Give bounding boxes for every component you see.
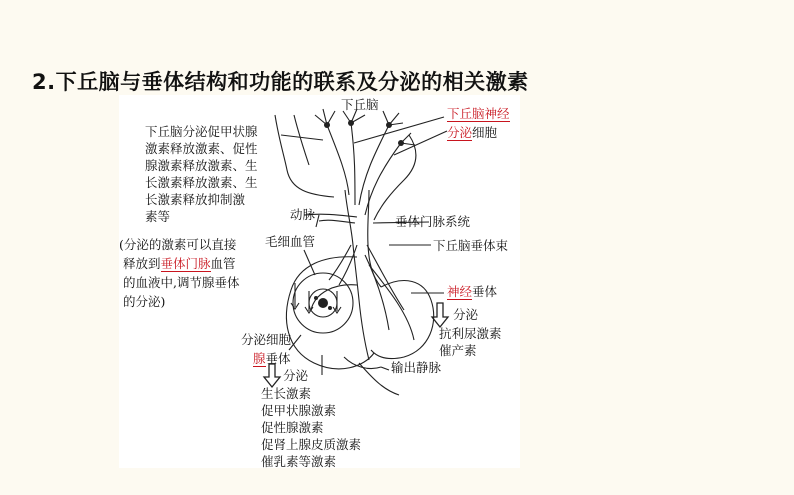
neuro-hormone-1: 抗利尿激素: [439, 326, 502, 341]
adeno-hormone-5: 催乳素等激素: [261, 454, 337, 469]
adeno-hormone-3: 促性腺激素: [261, 420, 324, 435]
label-output-vein: 输出静脉: [391, 360, 442, 375]
label-hypothalamus: 下丘脑: [341, 97, 379, 112]
label-secretory-cell: 分泌细胞: [241, 332, 292, 347]
secretion-desc-line-3: 腺激素释放激素、生: [145, 158, 258, 173]
label-adenohypophysis: 腺垂体: [253, 351, 291, 366]
secretion-desc-line-5: 长激素释放抑制激: [145, 192, 246, 207]
label-adeno-secrete: 分泌: [283, 368, 309, 383]
hypothalamus-pituitary-diagram: [119, 95, 520, 468]
label-portal-system: 垂体门脉系统: [395, 214, 471, 229]
label-nerve-secretory-cell-2: 分泌细胞: [447, 125, 498, 140]
label-capillary: 毛细血管: [265, 234, 316, 249]
label-hypothalamo-hypophyseal-tract: 下丘脑垂体束: [433, 238, 509, 253]
label-nerve-secretory-cell: 下丘脑神经: [447, 106, 510, 121]
label-artery: 动脉: [290, 207, 316, 222]
adeno-hormone-4: 促肾上腺皮质激素: [261, 437, 362, 452]
adeno-hormone-2: 促甲状腺激素: [261, 403, 337, 418]
secretion-desc-line-2: 激素释放激素、促性: [145, 141, 258, 156]
page-title: 2.下丘脑与垂体结构和功能的联系及分泌的相关激素: [32, 70, 529, 94]
neuro-hormone-2: 催产素: [439, 343, 477, 358]
label-neuro-secrete: 分泌: [453, 307, 479, 322]
secretion-desc-line-4: 长激素释放激素、生: [145, 175, 258, 190]
adeno-hormone-1: 生长激素: [261, 386, 312, 401]
note-line-4: 的分泌): [123, 294, 166, 309]
secretion-desc-line-1: 下丘脑分泌促甲状腺: [145, 124, 258, 139]
secretion-desc-line-6: 素等: [145, 209, 171, 224]
note-line-3: 的血液中,调节腺垂体: [123, 275, 240, 290]
label-neurohypophysis: 神经垂体: [447, 284, 498, 299]
note-line-2: 释放到垂体门脉血管: [123, 256, 236, 271]
note-line-1: (分泌的激素可以直接: [119, 237, 237, 252]
